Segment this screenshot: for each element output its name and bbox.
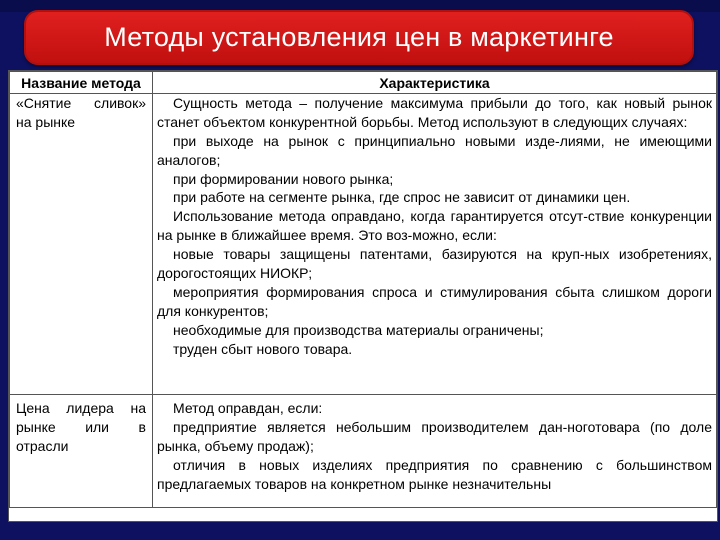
characteristic-paragraph: новые товары защищены патентами, базируются на круп-ных изобретениях, дорогостоящих НИОКР; bbox=[157, 246, 712, 282]
methods-table-container bbox=[8, 70, 718, 522]
header-characteristic: Характеристика bbox=[153, 72, 717, 94]
characteristic-paragraph: при работе на сегменте рынка, где спрос не зависит от динамики цен. bbox=[173, 189, 631, 206]
characteristic-paragraph: Метод оправдан, если: bbox=[173, 399, 323, 416]
methods-table bbox=[9, 71, 717, 508]
table-row bbox=[10, 93, 717, 394]
characteristic-paragraph: предприятие является небольшим производителем дан-ноготовара (по доле рынка, объему продаж); bbox=[157, 418, 712, 454]
characteristic-paragraph: необходимые для производства материалы ограничены; bbox=[173, 321, 544, 338]
title-banner bbox=[24, 10, 694, 65]
characteristic-paragraph: мероприятия формирования спроса и стимулирования сбыта слишком дороги для конкурентов; bbox=[157, 283, 712, 319]
characteristic-cell bbox=[153, 93, 717, 394]
characteristic-cell bbox=[153, 394, 717, 507]
characteristic-paragraph: отличия в новых изделиях предприятия по сравнению с большинством предлагаемых товаров на конкретном рынке незначительны bbox=[157, 456, 712, 492]
characteristic-paragraph: при выходе на рынок с принципиально новыми изде-лиями, не имеющими аналогов; bbox=[157, 132, 712, 168]
table-row bbox=[10, 394, 717, 507]
method-name-cell: «Снятие сливок» на рынке bbox=[10, 93, 153, 394]
characteristic-paragraph: Сущность метода – получение максимума прибыли до того, как новый рынок станет объектом конкурентной борьбы. Метод используют в следующих случаях: bbox=[157, 94, 712, 130]
characteristic-paragraph: Использование метода оправдано, когда гарантируется отсут-ствие конкуренции на рынке в ближайшее время. Это воз-можно, если: bbox=[157, 208, 712, 244]
characteristic-paragraph: труден сбыт нового товара. bbox=[173, 340, 353, 357]
page-title: Методы установления цен в маркетинге bbox=[104, 22, 614, 52]
table-header-row bbox=[10, 72, 717, 94]
characteristic-paragraph: при формировании нового рынка; bbox=[173, 170, 394, 187]
method-name-cell: Цена лидера на рынке или в отрасли bbox=[10, 394, 153, 507]
header-method-name: Название метода bbox=[10, 72, 153, 94]
